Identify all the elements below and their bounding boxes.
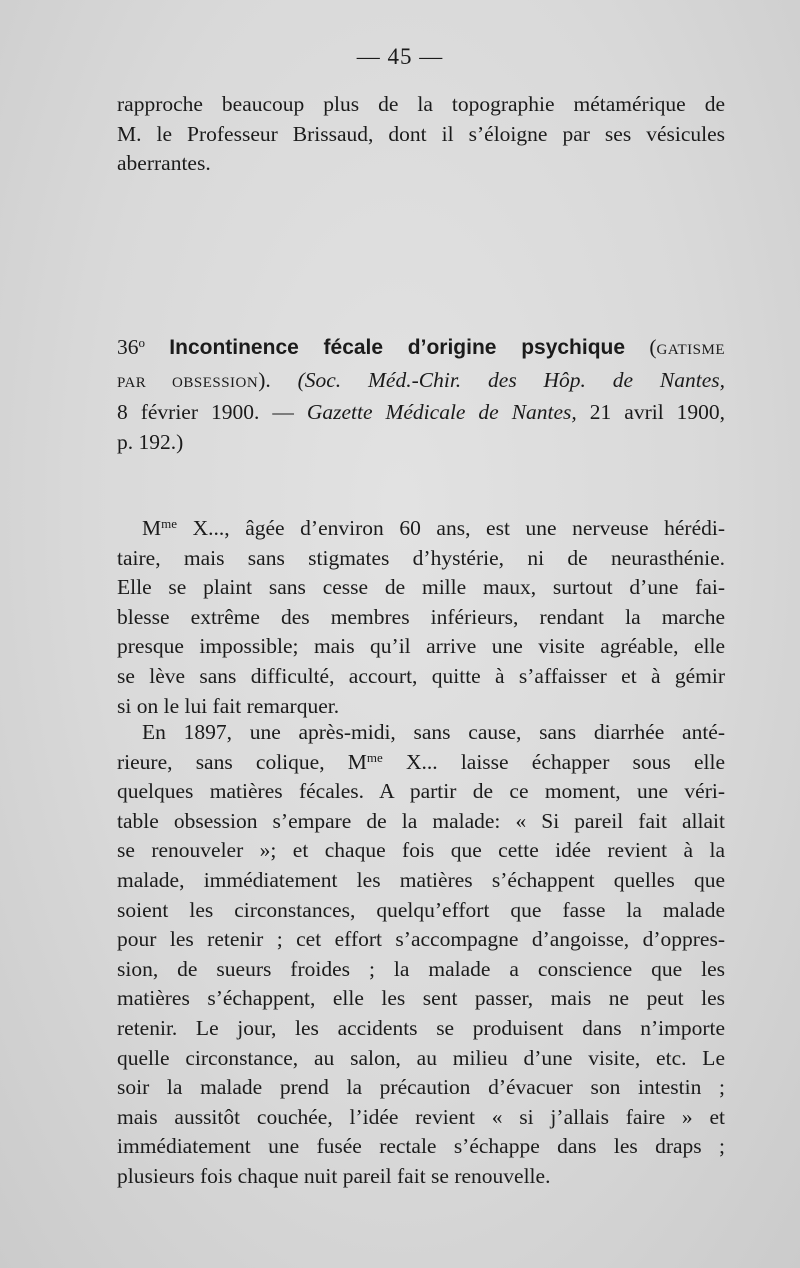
- paragraph-line: soient les circonstances, quelqu’effort que fasse la malade: [117, 897, 725, 922]
- paragraph-line: plusieurs fois chaque nuit pareil fait se renouvelle.: [117, 1163, 551, 1188]
- heading-line: PAR OBSESSION). (Soc. Méd.-Chir. des Hôp. de Nantes,: [117, 367, 725, 392]
- paragraph-line: mais aussitôt couchée, l’idée revient « si j’allais faire » et: [117, 1104, 725, 1129]
- paragraph-line: rieure, sans colique, $M^{me}$ X... laisse échapper sous elle: [117, 749, 726, 774]
- page-number: — 45 —: [356, 44, 444, 69]
- intro-line: aberrantes.: [117, 151, 211, 176]
- intro-line: M. le Professeur Brissaud, dont il s’éloigne par ses vésicules: [117, 121, 725, 146]
- paragraph-line: se renouveler »; et chaque fois que cette idée revient à la: [117, 838, 725, 863]
- heading-line: 36$^o$ Incontinence fécale d’origine psychique (GATISME: [117, 335, 726, 359]
- section-heading: [117, 333, 725, 457]
- paragraph-line: retenir. Le jour, les accidents se produisent dans n’importe: [117, 1015, 725, 1040]
- paragraph-line: $M^{me}$ X..., âgée d’environ 60 ans, est une nerveuse hérédi-: [142, 516, 725, 540]
- paragraph-2: [117, 718, 725, 1192]
- paragraph-1: [117, 514, 725, 721]
- paragraph-line: quelle circonstance, au salon, au milieu d’une visite, etc. Le: [117, 1045, 725, 1070]
- subtitle-gatisme: GATISME: [656, 342, 726, 358]
- paragraph-line: immédiatement une fusée rectale s’échappe dans les draps ;: [117, 1134, 725, 1159]
- subtitle-obsession: PAR OBSESSION: [117, 374, 259, 391]
- intro-line: rapproche beaucoup plus de la topographie métamérique de: [117, 92, 725, 116]
- paragraph-line: blesse extrême des membres inférieurs, rendant la marche: [117, 604, 725, 629]
- source-date-2: 21 avril 1900,: [589, 400, 726, 425]
- paragraph-line: se lève sans difficulté, accourt, quitte à s’affaisser et à gémir: [117, 663, 725, 688]
- paragraph-line: presque impossible; mais qu’il arrive une visite agréable, elle: [117, 634, 725, 659]
- section-number: 36$^o$: [117, 335, 145, 359]
- source-society: (Soc. Méd.-Chir. des Hôp. de Nantes,: [297, 367, 725, 392]
- paragraph-line: si on le lui fait remarquer.: [117, 693, 340, 718]
- paragraph-line: sion, de sueurs froides ; la malade a conscience que les: [117, 956, 725, 981]
- paragraph-line: Elle se plaint sans cesse de mille maux, surtout d’une fai-: [117, 575, 725, 600]
- paragraph-line: matières s’échappent, elle les sent passer, mais ne peut les: [117, 986, 725, 1011]
- paragraph-line: taire, mais sans stigmates d’hystérie, ni de neurasthénie.: [117, 545, 725, 570]
- heading-line: [117, 398, 725, 428]
- paragraph-line: malade, immédiatement les matières s’échappent quelles que: [117, 867, 725, 892]
- paragraph-line: En 1897, une après-midi, sans cause, sans diarrhée anté-: [142, 720, 725, 744]
- paragraph-line: table obsession s’empare de la malade: « Si pareil fait allait: [117, 808, 725, 833]
- intro-paragraph: [117, 90, 725, 179]
- source-page: p. 192.): [117, 429, 184, 454]
- section-title: Incontinence fécale d’origine psychique: [169, 336, 626, 359]
- paragraph-line: soir la malade prend la précaution d’évacuer son intestin ;: [117, 1075, 725, 1100]
- paragraph-line: quelques matières fécales. A partir de ce moment, une véri-: [117, 779, 725, 804]
- source-date: 8 février 1900. —: [117, 400, 294, 425]
- source-gazette: Gazette Médicale de Nantes,: [306, 400, 577, 425]
- paragraph-line: pour les retenir ; cet effort s’accompagne d’angoisse, d’oppres-: [117, 927, 725, 952]
